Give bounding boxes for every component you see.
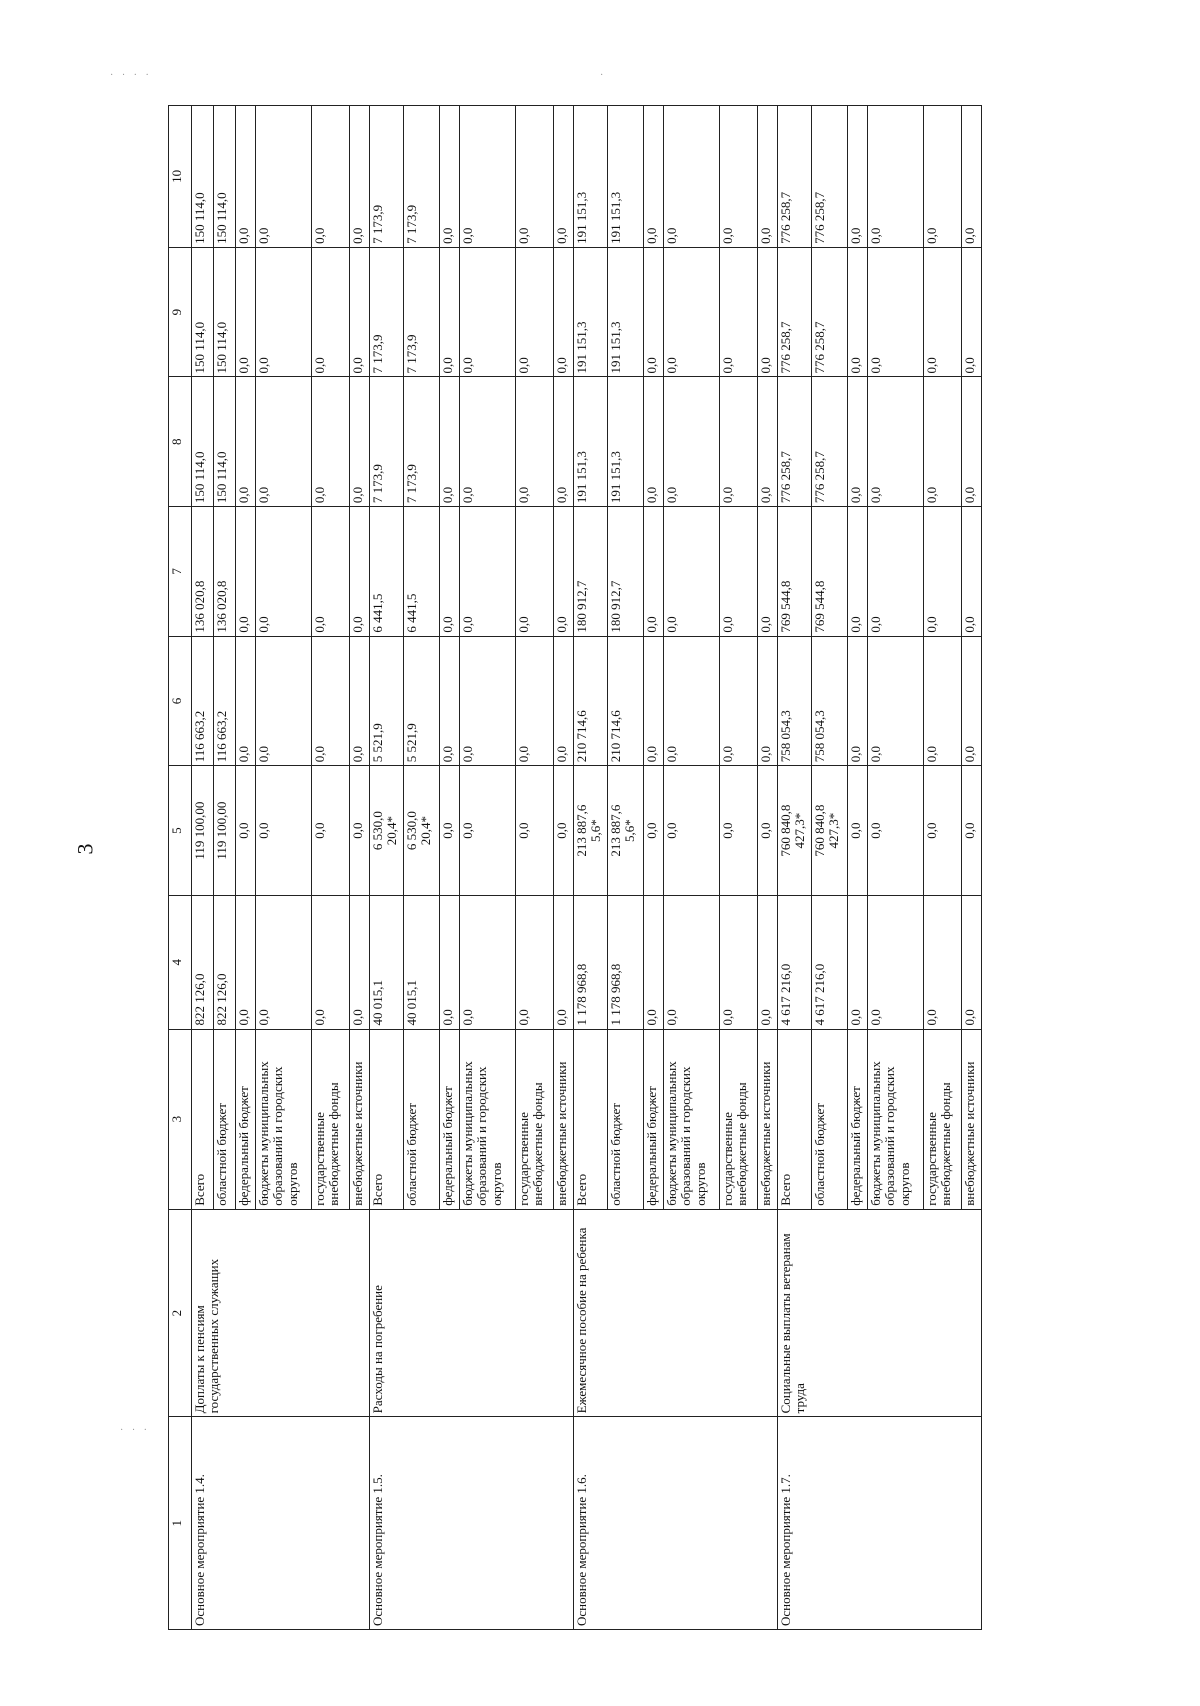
value-cell: 191 151,3 (574, 377, 608, 507)
value-cell: 116 663,2 (214, 636, 236, 766)
table-body (192, 106, 982, 1630)
value-cell: 150 114,0 (192, 247, 214, 377)
value-cell: 116 663,2 (192, 636, 214, 766)
funding-source: федеральный бюджет (848, 1029, 868, 1209)
value-cell: 0,0 (256, 507, 312, 637)
value-cell: 776 258,7 (812, 106, 848, 248)
value-cell: 5 521,9 (370, 636, 404, 766)
value-cell: 0,0 (644, 636, 664, 766)
funding-source: областной бюджет (404, 1029, 440, 1209)
value-cell: 0,0 (758, 636, 778, 766)
value-cell: 0,0 (664, 766, 720, 896)
value-cell: 0,0 (868, 895, 924, 1029)
funding-source: государственные внебюджетные фонды (924, 1029, 962, 1209)
measure-name: Доплаты к пенсиям государственных служащих (192, 1209, 370, 1417)
value-cell: 191 151,3 (574, 106, 608, 248)
funding-source: внебюджетные источники (962, 1029, 982, 1209)
value-cell: 0,0 (720, 247, 758, 377)
funding-source: бюджеты муниципальных образований и городских округов (460, 1029, 516, 1209)
header-cell: 7 (169, 507, 192, 637)
value-cell: 0,0 (868, 507, 924, 637)
value-cell: 822 126,0 (192, 895, 214, 1029)
header-cell: 5 (169, 766, 192, 896)
budget-table (168, 105, 982, 1630)
value-cell: 0,0 (516, 766, 554, 896)
value-cell: 776 258,7 (778, 247, 812, 377)
value-cell: 119 100,00 (192, 766, 214, 896)
value-cell: 0,0 (848, 636, 868, 766)
funding-source: государственные внебюджетные фонды (312, 1029, 350, 1209)
value-cell: 0,0 (848, 895, 868, 1029)
value-cell: 0,0 (924, 247, 962, 377)
value-cell: 760 840,8 427,3* (778, 766, 812, 896)
value-cell: 0,0 (758, 377, 778, 507)
scan-speck: · · · · (110, 70, 152, 81)
value-cell: 776 258,7 (778, 106, 812, 248)
value-cell: 0,0 (848, 377, 868, 507)
value-cell: 0,0 (516, 895, 554, 1029)
value-cell: 4 617 216,0 (812, 895, 848, 1029)
value-cell: 150 114,0 (214, 247, 236, 377)
value-cell: 0,0 (848, 507, 868, 637)
value-cell: 760 840,8 427,3* (812, 766, 848, 896)
value-cell: 0,0 (868, 636, 924, 766)
value-cell: 0,0 (256, 106, 312, 248)
value-cell: 0,0 (516, 507, 554, 637)
value-cell: 0,0 (644, 247, 664, 377)
funding-source: Всего (192, 1029, 214, 1209)
value-cell: 758 054,3 (812, 636, 848, 766)
value-cell: 0,0 (516, 247, 554, 377)
value-cell: 180 912,7 (574, 507, 608, 637)
value-cell: 0,0 (516, 106, 554, 248)
value-cell: 150 114,0 (192, 106, 214, 248)
value-cell: 0,0 (644, 895, 664, 1029)
value-cell: 136 020,8 (214, 507, 236, 637)
value-cell: 0,0 (312, 636, 350, 766)
value-cell: 0,0 (350, 377, 370, 507)
value-cell: 213 887,6 5,6* (608, 766, 644, 896)
value-cell: 0,0 (312, 377, 350, 507)
value-cell: 0,0 (460, 377, 516, 507)
value-cell: 0,0 (460, 247, 516, 377)
value-cell: 0,0 (460, 636, 516, 766)
funding-source: Всего (574, 1029, 608, 1209)
page-number: 3 (72, 843, 98, 855)
value-cell: 0,0 (312, 247, 350, 377)
value-cell: 0,0 (516, 377, 554, 507)
value-cell: 0,0 (256, 766, 312, 896)
value-cell: 0,0 (350, 766, 370, 896)
value-cell: 191 151,3 (608, 247, 644, 377)
value-cell: 0,0 (256, 377, 312, 507)
funding-source: внебюджетные источники (350, 1029, 370, 1209)
value-cell: 6 530,0 20,4* (370, 766, 404, 896)
value-cell: 40 015,1 (370, 895, 404, 1029)
header-cell: 8 (169, 377, 192, 507)
value-cell: 191 151,3 (608, 106, 644, 248)
funding-source: бюджеты муниципальных образований и городских округов (868, 1029, 924, 1209)
value-cell: 0,0 (644, 377, 664, 507)
value-cell: 0,0 (236, 106, 256, 248)
table-row (574, 106, 608, 1630)
value-cell: 7 173,9 (404, 247, 440, 377)
value-cell: 0,0 (440, 247, 460, 377)
header-cell: 10 (169, 106, 192, 248)
value-cell: 0,0 (554, 247, 574, 377)
value-cell: 0,0 (236, 247, 256, 377)
value-cell: 0,0 (516, 636, 554, 766)
value-cell: 0,0 (664, 636, 720, 766)
value-cell: 758 054,3 (778, 636, 812, 766)
measure-code: Основное мероприятие 1.7. (778, 1417, 982, 1630)
value-cell: 0,0 (440, 507, 460, 637)
value-cell: 0,0 (924, 766, 962, 896)
funding-source: федеральный бюджет (644, 1029, 664, 1209)
value-cell: 776 258,7 (812, 377, 848, 507)
value-cell: 0,0 (312, 895, 350, 1029)
value-cell: 0,0 (312, 106, 350, 248)
value-cell: 0,0 (644, 106, 664, 248)
measure-name: Ежемесячное пособие на ребенка (574, 1209, 778, 1417)
value-cell: 0,0 (962, 247, 982, 377)
value-cell: 6 530,0 20,4* (404, 766, 440, 896)
measure-code: Основное мероприятие 1.6. (574, 1417, 778, 1630)
funding-source: Всего (778, 1029, 812, 1209)
value-cell: 40 015,1 (404, 895, 440, 1029)
header-cell: 9 (169, 247, 192, 377)
value-cell: 0,0 (868, 766, 924, 896)
value-cell: 0,0 (236, 895, 256, 1029)
value-cell: 0,0 (868, 247, 924, 377)
value-cell: 0,0 (460, 507, 516, 637)
value-cell: 0,0 (720, 766, 758, 896)
value-cell: 0,0 (720, 377, 758, 507)
value-cell: 0,0 (924, 636, 962, 766)
value-cell: 0,0 (554, 895, 574, 1029)
value-cell: 0,0 (460, 766, 516, 896)
measure-name: Расходы на погребение (370, 1209, 574, 1417)
value-cell: 210 714,6 (608, 636, 644, 766)
funding-source: областной бюджет (608, 1029, 644, 1209)
value-cell: 0,0 (720, 636, 758, 766)
value-cell: 0,0 (440, 766, 460, 896)
funding-source: Всего (370, 1029, 404, 1209)
value-cell: 7 173,9 (404, 377, 440, 507)
value-cell: 0,0 (554, 636, 574, 766)
table-row (192, 106, 214, 1630)
value-cell: 0,0 (962, 377, 982, 507)
funding-source: федеральный бюджет (440, 1029, 460, 1209)
value-cell: 191 151,3 (574, 247, 608, 377)
value-cell: 1 178 968,8 (574, 895, 608, 1029)
value-cell: 0,0 (644, 507, 664, 637)
value-cell: 0,0 (350, 636, 370, 766)
value-cell: 0,0 (868, 377, 924, 507)
funding-source: бюджеты муниципальных образований и городских округов (664, 1029, 720, 1209)
value-cell: 0,0 (758, 507, 778, 637)
funding-source: государственные внебюджетные фонды (516, 1029, 554, 1209)
value-cell: 0,0 (924, 895, 962, 1029)
value-cell: 0,0 (350, 507, 370, 637)
funding-source: федеральный бюджет (236, 1029, 256, 1209)
value-cell: 0,0 (350, 106, 370, 248)
value-cell: 1 178 968,8 (608, 895, 644, 1029)
value-cell: 6 441,5 (404, 507, 440, 637)
funding-source: бюджеты муниципальных образований и городских округов (256, 1029, 312, 1209)
value-cell: 0,0 (664, 247, 720, 377)
value-cell: 7 173,9 (404, 106, 440, 248)
value-cell: 0,0 (848, 766, 868, 896)
value-cell: 150 114,0 (214, 377, 236, 507)
measure-code: Основное мероприятие 1.4. (192, 1417, 370, 1630)
measure-name: Социальные выплаты ветеранам труда (778, 1209, 982, 1417)
value-cell: 0,0 (962, 106, 982, 248)
header-cell: 2 (169, 1209, 192, 1417)
value-cell: 0,0 (758, 766, 778, 896)
value-cell: 6 441,5 (370, 507, 404, 637)
value-cell: 0,0 (758, 895, 778, 1029)
value-cell: 0,0 (758, 106, 778, 248)
value-cell: 0,0 (256, 895, 312, 1029)
value-cell: 0,0 (962, 507, 982, 637)
value-cell: 0,0 (720, 507, 758, 637)
value-cell: 776 258,7 (812, 247, 848, 377)
value-cell: 180 912,7 (608, 507, 644, 637)
value-cell: 0,0 (868, 106, 924, 248)
value-cell: 0,0 (720, 895, 758, 1029)
value-cell: 5 521,9 (404, 636, 440, 766)
value-cell: 0,0 (664, 377, 720, 507)
value-cell: 0,0 (312, 766, 350, 896)
value-cell: 0,0 (924, 106, 962, 248)
value-cell: 150 114,0 (192, 377, 214, 507)
value-cell: 150 114,0 (214, 106, 236, 248)
value-cell: 0,0 (236, 507, 256, 637)
value-cell: 0,0 (848, 106, 868, 248)
funding-source: областной бюджет (812, 1029, 848, 1209)
value-cell: 776 258,7 (778, 377, 812, 507)
value-cell: 0,0 (664, 895, 720, 1029)
value-cell: 0,0 (440, 636, 460, 766)
value-cell: 0,0 (720, 106, 758, 248)
value-cell: 0,0 (758, 247, 778, 377)
header-cell: 3 (169, 1029, 192, 1209)
value-cell: 0,0 (350, 895, 370, 1029)
value-cell: 0,0 (440, 106, 460, 248)
value-cell: 0,0 (664, 507, 720, 637)
funding-source: областной бюджет (214, 1029, 236, 1209)
value-cell: 0,0 (554, 106, 574, 248)
value-cell: 0,0 (460, 895, 516, 1029)
value-cell: 4 617 216,0 (778, 895, 812, 1029)
funding-source: внебюджетные источники (554, 1029, 574, 1209)
table-row (370, 106, 404, 1630)
value-cell: 0,0 (554, 507, 574, 637)
value-cell: 769 544,8 (778, 507, 812, 637)
header-row (169, 106, 192, 1630)
value-cell: 0,0 (460, 106, 516, 248)
value-cell: 0,0 (962, 895, 982, 1029)
value-cell: 0,0 (848, 247, 868, 377)
measure-code: Основное мероприятие 1.5. (370, 1417, 574, 1630)
value-cell: 0,0 (350, 247, 370, 377)
funding-source: внебюджетные источники (758, 1029, 778, 1209)
value-cell: 213 887,6 5,6* (574, 766, 608, 896)
value-cell: 0,0 (236, 766, 256, 896)
value-cell: 7 173,9 (370, 377, 404, 507)
value-cell: 769 544,8 (812, 507, 848, 637)
value-cell: 0,0 (312, 507, 350, 637)
value-cell: 0,0 (440, 895, 460, 1029)
value-cell: 0,0 (256, 636, 312, 766)
value-cell: 0,0 (962, 636, 982, 766)
header-cell: 6 (169, 636, 192, 766)
funding-source: государственные внебюджетные фонды (720, 1029, 758, 1209)
value-cell: 0,0 (644, 766, 664, 896)
rotated-table-container (168, 105, 1008, 1630)
value-cell: 0,0 (554, 377, 574, 507)
table-row (778, 106, 812, 1630)
value-cell: 0,0 (924, 377, 962, 507)
header-cell: 4 (169, 895, 192, 1029)
value-cell: 119 100,00 (214, 766, 236, 896)
value-cell: 210 714,6 (574, 636, 608, 766)
scan-speck: · · · (120, 1425, 150, 1436)
value-cell: 7 173,9 (370, 106, 404, 248)
value-cell: 822 126,0 (214, 895, 236, 1029)
header-cell: 1 (169, 1417, 192, 1630)
value-cell: 0,0 (924, 507, 962, 637)
value-cell: 0,0 (440, 377, 460, 507)
value-cell: 0,0 (962, 766, 982, 896)
value-cell: 136 020,8 (192, 507, 214, 637)
scan-speck: · (600, 70, 607, 81)
value-cell: 7 173,9 (370, 247, 404, 377)
value-cell: 191 151,3 (608, 377, 644, 507)
value-cell: 0,0 (554, 766, 574, 896)
value-cell: 0,0 (236, 636, 256, 766)
value-cell: 0,0 (664, 106, 720, 248)
value-cell: 0,0 (236, 377, 256, 507)
value-cell: 0,0 (256, 247, 312, 377)
